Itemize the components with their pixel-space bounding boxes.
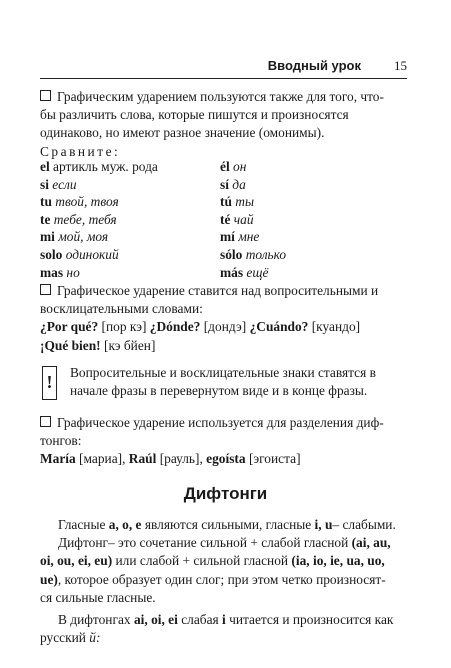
transcription: [пор кэ] xyxy=(98,319,147,335)
table-row xyxy=(40,264,407,282)
word: más xyxy=(220,264,244,280)
word: sí xyxy=(220,176,229,192)
vowels: i xyxy=(222,612,226,628)
compare-label: Сравните: xyxy=(40,143,121,159)
text-line: Графическое ударение используется для разделения диф- xyxy=(57,415,384,430)
paragraph-diphthong-split xyxy=(40,414,407,469)
word: mi xyxy=(40,229,55,245)
word: mas xyxy=(40,264,64,280)
paragraph-homonyms xyxy=(40,88,407,161)
gloss: артикль муж. рода xyxy=(53,159,158,174)
gloss: если xyxy=(52,176,77,192)
example-word: María xyxy=(40,451,76,467)
word: te xyxy=(40,211,51,227)
word: té xyxy=(220,211,231,227)
word: tú xyxy=(220,194,232,210)
text-line: восклицательными словами: xyxy=(40,301,203,317)
checkbox-icon xyxy=(40,416,51,427)
text-line: Графическим ударением пользуются также для того, что- xyxy=(57,89,384,104)
paragraph-questions xyxy=(40,282,407,355)
checkbox-icon xyxy=(40,284,51,295)
homonym-table xyxy=(40,158,407,281)
text: Гласные xyxy=(58,517,109,532)
example-word: ¿Por qué? xyxy=(40,319,99,335)
chapter-title: Вводный урок xyxy=(267,58,361,73)
word: solo xyxy=(40,246,63,262)
paragraph-vowels xyxy=(40,516,407,647)
table-row xyxy=(40,246,407,264)
gloss: чай xyxy=(233,211,254,227)
text: , которое образует один слог; при этом четко произносят- xyxy=(57,571,386,587)
text: В дифтонгах xyxy=(58,612,134,628)
vowels: a, o, e xyxy=(108,517,142,532)
table-row xyxy=(40,176,407,194)
example-word: egoísta xyxy=(206,451,246,467)
transcription: [дондэ] xyxy=(200,319,247,335)
word: mí xyxy=(220,229,235,245)
text-line: Вопросительные и восклицательные знаки ставятся в xyxy=(70,365,376,380)
gloss: ты xyxy=(235,194,255,210)
note-punctuation xyxy=(70,364,407,400)
text: или слабой + сильной гласной xyxy=(112,553,292,569)
transcription: [эгоиста] xyxy=(245,451,301,467)
gloss: но xyxy=(66,264,80,280)
example-word: ¿Cuándo? xyxy=(249,319,309,335)
example-word: Raúl xyxy=(128,451,157,467)
exclamation-icon: ! xyxy=(42,366,57,400)
section-heading: Дифтонги xyxy=(183,484,268,503)
text: й: xyxy=(89,630,101,646)
word: tu xyxy=(40,194,52,210)
gloss: мой, моя xyxy=(58,229,109,245)
gloss: мне xyxy=(238,229,260,245)
table-row xyxy=(40,228,407,246)
page-number: 15 xyxy=(394,58,407,73)
gloss: он xyxy=(233,159,247,174)
text: Дифтонг– это сочетание сильной + слабой гласной xyxy=(58,535,352,551)
table-row xyxy=(40,211,407,229)
text: слабая xyxy=(177,612,223,628)
gloss: ещё xyxy=(246,264,269,280)
word: sólo xyxy=(220,246,243,262)
vowels: ue) xyxy=(40,571,58,587)
text-line: Графическое ударение ставится над вопросительными и xyxy=(57,283,379,298)
vowels: (ai, au, xyxy=(351,535,391,551)
text-line: ся сильные гласные. xyxy=(40,589,156,605)
table-row xyxy=(40,158,407,176)
word: si xyxy=(40,176,49,192)
running-header xyxy=(40,58,407,79)
example-word: ¡Qué bien! xyxy=(40,337,101,353)
word: él xyxy=(220,159,230,174)
text-line: одинаково, но имеют разное значение (омонимы). xyxy=(40,125,325,141)
text-line: тонгов: xyxy=(40,433,82,449)
text: – слабыми. xyxy=(332,517,396,532)
vowels: (ia, io, ie, ua, uo, xyxy=(291,553,385,569)
text-line: начале фразы в перевернутом виде и в конце фразы. xyxy=(70,383,368,399)
gloss: только xyxy=(245,246,287,262)
text: читается и произносится как xyxy=(225,612,394,628)
vowels: i, u xyxy=(314,517,333,532)
text-line: бы различить слова, которые пишутся и произносятся xyxy=(40,107,349,123)
transcription: [кэ бйен] xyxy=(100,337,156,353)
word: el xyxy=(40,159,50,174)
table-row xyxy=(40,193,407,211)
transcription: [рауль], xyxy=(156,451,207,467)
text: русский xyxy=(40,630,90,646)
vowels: oi, ou, ei, eu) xyxy=(40,553,113,569)
gloss: тебе, тебя xyxy=(53,211,117,227)
transcription: [мариа], xyxy=(75,451,129,467)
example-word: ¿Dónde? xyxy=(149,319,201,335)
gloss: да xyxy=(232,176,246,192)
checkbox-icon xyxy=(40,90,51,101)
text: являются сильными, гласные xyxy=(141,517,315,532)
transcription: [куандо] xyxy=(308,319,361,335)
vowels: ai, oi, ei xyxy=(133,612,178,628)
gloss: твой, твоя xyxy=(55,194,119,210)
gloss: одинокий xyxy=(65,246,119,262)
